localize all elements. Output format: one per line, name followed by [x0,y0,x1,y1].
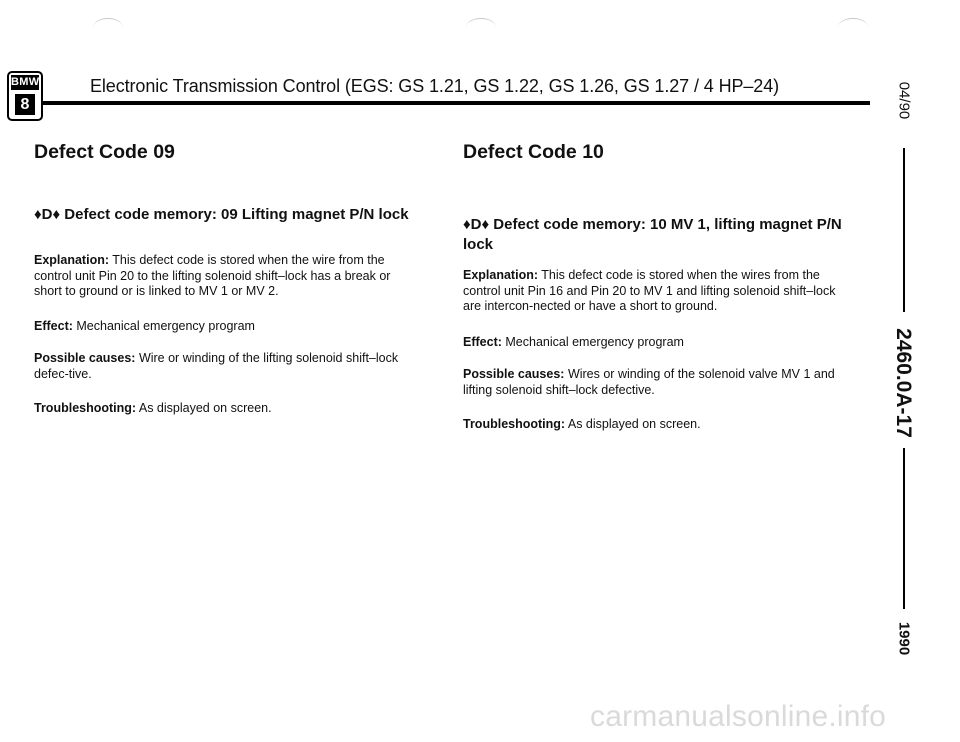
causes-text: Wires or winding of the solenoid valve MV 1 and lifting solenoid shift–lock defective. [463,367,835,397]
explanation-label: Explanation: [463,268,539,282]
section-subheading: ♦D♦ Defect code memory: 10 MV 1, lifting magnet P/N lock [463,216,842,253]
section-heading: Defect Code 10 [463,141,604,163]
document-number: 2460.0A-17 [892,328,915,438]
troubleshooting-text: As displayed on screen. [567,417,701,431]
page-title: Electronic Transmission Control (EGS: GS 1.21, GS 1.22, GS 1.26, GS 1.27 / 4 HP–24) [90,76,780,96]
causes-text: Wire or winding of the lifting solenoid shift–lock defec-tive. [34,351,399,381]
explanation-paragraph [34,253,406,300]
revision-date: 04/90 [895,81,913,120]
troubleshooting-paragraph [463,417,848,433]
section-heading: Defect Code 09 [34,141,175,163]
effect-label: Effect: [463,335,502,349]
causes-label: Possible causes: [463,367,565,381]
side-divider [903,448,905,609]
explanation-label: Explanation: [34,253,110,267]
side-divider [903,148,905,312]
publication-year: 1990 [895,621,913,656]
explanation-text: This defect code is stored when the wire from the control unit Pin 20 to the lifting solenoid shift–lock has a break or short to ground or is linked to MV 1 or MV 2. [34,253,391,298]
troubleshooting-label: Troubleshooting: [34,401,137,415]
punch-hole-mark [466,18,496,37]
punch-hole-mark [838,18,868,37]
logo-brand: BMW [11,76,40,88]
logo-series: 8 [15,94,35,115]
troubleshooting-paragraph [34,401,406,417]
explanation-paragraph [463,268,848,315]
header-divider [43,101,870,105]
effect-text: Mechanical emergency program [76,319,255,333]
site-watermark: carmanualsonline.info [590,700,887,733]
explanation-text: This defect code is stored when the wires from the control unit Pin 16 and Pin 20 to MV 1 and lifting solenoid shift–lock are intercon-nected or have a short to ground. [463,268,836,313]
causes-paragraph [34,351,420,382]
bmw-logo [7,71,43,121]
effect-paragraph [34,319,406,335]
troubleshooting-label: Troubleshooting: [463,417,566,431]
section-subheading: ♦D♦ Defect code memory: 09 Lifting magnet P/N lock [34,206,409,223]
effect-label: Effect: [34,319,73,333]
causes-label: Possible causes: [34,351,136,365]
causes-paragraph [463,367,848,398]
punch-hole-mark [93,18,123,37]
effect-paragraph [463,335,848,351]
troubleshooting-text: As displayed on screen. [138,401,272,415]
effect-text: Mechanical emergency program [505,335,684,349]
